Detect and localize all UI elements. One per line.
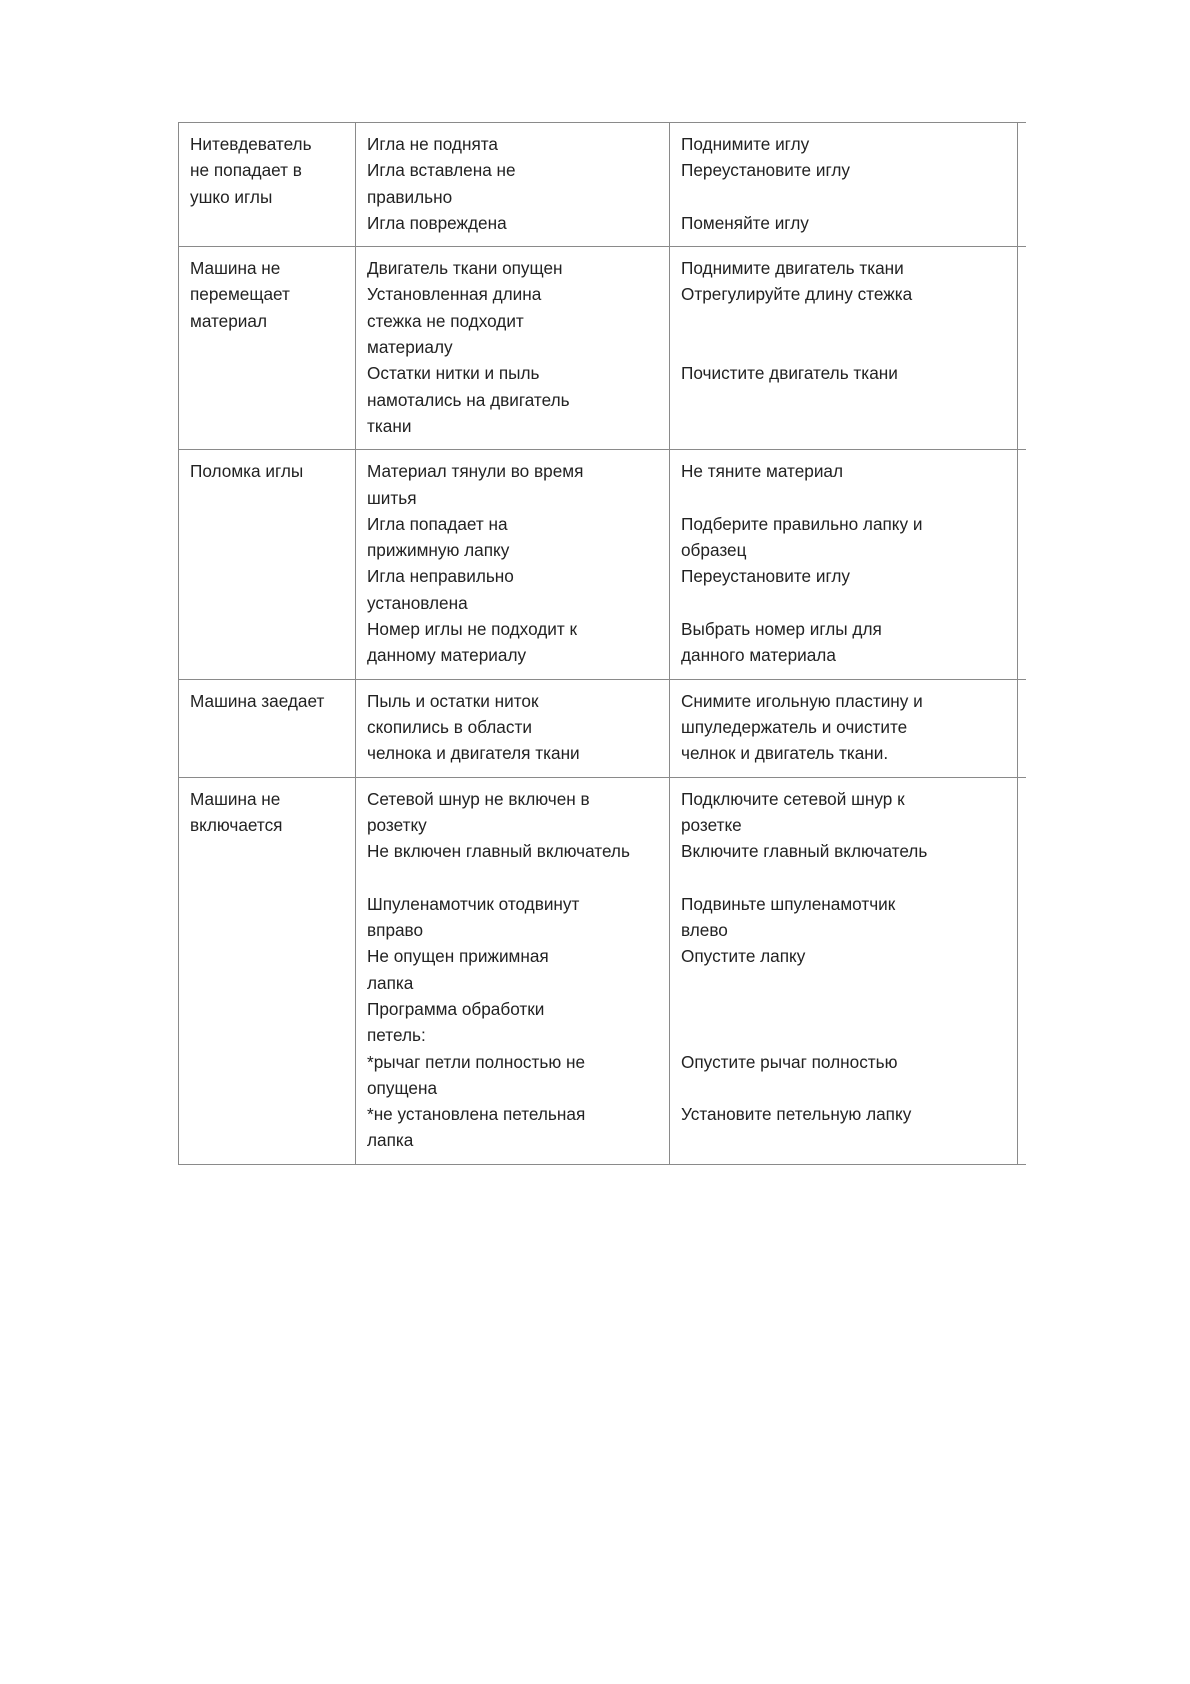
cause-cell-line: лапка bbox=[367, 1130, 414, 1151]
solution-cell-line: образец bbox=[681, 540, 747, 561]
problem-cell-line: Машина не bbox=[190, 788, 281, 809]
cause-cell-line: вправо bbox=[367, 920, 424, 941]
solution-cell-line bbox=[681, 1022, 1007, 1048]
solution-cell-line bbox=[681, 485, 1007, 511]
problem-cell-line: перемещает bbox=[190, 284, 290, 305]
solution-cell-line: Поднимите двигатель ткани bbox=[681, 258, 904, 279]
problem-cell bbox=[179, 123, 356, 247]
solution-cell-line: челнок и двигатель ткани. bbox=[681, 743, 889, 764]
cause-cell-line: петель: bbox=[367, 1025, 426, 1046]
cause-cell-line: скопились в области bbox=[367, 716, 532, 737]
cause-cell-line: установлена bbox=[367, 592, 468, 613]
cause-cell-line: Установленная длина bbox=[367, 284, 542, 305]
cause-cell-line: Не включен главный включатель bbox=[367, 841, 630, 862]
problem-cell-line: ушко иглы bbox=[190, 186, 273, 207]
cut-off-column-cell bbox=[1018, 679, 1027, 777]
solution-cell bbox=[670, 247, 1018, 450]
problem-cell-line: Машина не bbox=[190, 258, 281, 279]
solution-cell-line: Опустите лапку bbox=[681, 946, 806, 967]
solution-cell-line: Почистите двигатель ткани bbox=[681, 363, 898, 384]
solution-cell-line: влево bbox=[681, 920, 728, 941]
cause-cell-line: ткани bbox=[367, 415, 412, 436]
cause-cell-line: стежка не подходит bbox=[367, 310, 524, 331]
cause-cell-line: Программа обработки bbox=[367, 998, 545, 1019]
cause-cell-line: намотались на двигатель bbox=[367, 389, 570, 410]
problem-cell bbox=[179, 777, 356, 1164]
solution-cell-line: Выбрать номер иглы для bbox=[681, 619, 882, 640]
solution-cell-line bbox=[681, 590, 1007, 616]
solution-cell-line: Поднимите иглу bbox=[681, 134, 810, 154]
solution-cell-line bbox=[681, 996, 1007, 1022]
problem-cell bbox=[179, 679, 356, 777]
cause-cell bbox=[356, 450, 670, 679]
cause-cell-line: Не опущен прижимная bbox=[367, 946, 549, 967]
solution-cell-line: Опустите рычаг полностью bbox=[681, 1051, 898, 1072]
problem-cell-line: Поломка иглы bbox=[190, 461, 304, 482]
solution-cell bbox=[670, 123, 1018, 247]
cause-cell-line: *не установлена петельная bbox=[367, 1104, 586, 1125]
cause-cell-line: лапка bbox=[367, 972, 414, 993]
solution-cell-line bbox=[681, 334, 1007, 360]
table-row bbox=[179, 247, 1027, 450]
cause-cell-line: Игла не поднята bbox=[367, 134, 498, 154]
problem-cell-line: Машина заедает bbox=[190, 690, 325, 711]
cause-cell bbox=[356, 679, 670, 777]
cause-cell-line: опущена bbox=[367, 1077, 438, 1098]
table-row bbox=[179, 450, 1027, 679]
problem-cell-line: не попадает в bbox=[190, 160, 302, 181]
table-row bbox=[179, 123, 1027, 247]
cause-cell-line: челнока и двигателя ткани bbox=[367, 743, 580, 764]
solution-cell bbox=[670, 450, 1018, 679]
solution-cell-line bbox=[681, 970, 1007, 996]
table-body bbox=[179, 123, 1027, 1165]
solution-cell-line: шпуледержатель и очистите bbox=[681, 716, 908, 737]
solution-cell-line: Переустановите иглу bbox=[681, 566, 850, 587]
solution-cell-line: Подвиньте шпуленамотчик bbox=[681, 893, 896, 914]
cause-cell-line: прижимную лапку bbox=[367, 540, 510, 561]
table-row bbox=[179, 777, 1027, 1164]
problem-cell bbox=[179, 247, 356, 450]
troubleshooting-table-container bbox=[178, 122, 1026, 1165]
cut-off-column-cell bbox=[1018, 777, 1027, 1164]
solution-cell-line bbox=[681, 184, 1007, 210]
problem-cell-line: материал bbox=[190, 310, 267, 331]
problem-cell-line: включается bbox=[190, 814, 283, 835]
cause-cell-line: Номер иглы не подходит к bbox=[367, 619, 578, 640]
cut-off-column-cell bbox=[1018, 123, 1027, 247]
solution-cell bbox=[670, 679, 1018, 777]
cause-cell-line: розетку bbox=[367, 814, 427, 835]
cause-cell bbox=[356, 777, 670, 1164]
solution-cell-line: розетке bbox=[681, 814, 742, 835]
problem-cell-line: Нитевдеватель bbox=[190, 134, 312, 154]
cause-cell-line: Шпуленамотчик отодвинут bbox=[367, 893, 580, 914]
cause-cell-line: Остатки нитки и пыль bbox=[367, 363, 540, 384]
cause-cell-line: Игла вставлена не bbox=[367, 160, 516, 181]
solution-cell-line: Отрегулируйте длину стежка bbox=[681, 284, 913, 305]
cause-cell-line: Материал тянули во время bbox=[367, 461, 584, 482]
cause-cell-line: правильно bbox=[367, 186, 453, 207]
cause-cell bbox=[356, 247, 670, 450]
cause-cell-line: данному материалу bbox=[367, 645, 527, 666]
cause-cell-line: Сетевой шнур не включен в bbox=[367, 788, 590, 809]
solution-cell-line: Переустановите иглу bbox=[681, 160, 850, 181]
problem-cell bbox=[179, 450, 356, 679]
solution-cell-line bbox=[681, 864, 1007, 890]
solution-cell-line: Подберите правильно лапку и bbox=[681, 513, 923, 534]
troubleshooting-table bbox=[178, 122, 1026, 1165]
cause-cell-line: материалу bbox=[367, 337, 453, 358]
cut-off-column-cell bbox=[1018, 247, 1027, 450]
solution-cell-line bbox=[681, 308, 1007, 334]
solution-cell-line: Подключите сетевой шнур к bbox=[681, 788, 905, 809]
solution-cell-line: Снимите игольную пластину и bbox=[681, 690, 923, 711]
solution-cell-line: Поменяйте иглу bbox=[681, 212, 809, 233]
solution-cell-line: Установите петельную лапку bbox=[681, 1104, 912, 1125]
cause-cell-line bbox=[367, 864, 659, 890]
cause-cell bbox=[356, 123, 670, 247]
cause-cell-line: Игла попадает на bbox=[367, 513, 508, 534]
solution-cell-line: Не тяните материал bbox=[681, 461, 844, 482]
cut-off-column-cell bbox=[1018, 450, 1027, 679]
solution-cell bbox=[670, 777, 1018, 1164]
cause-cell-line: *рычаг петли полностью не bbox=[367, 1051, 586, 1072]
cause-cell-line: Пыль и остатки ниток bbox=[367, 690, 539, 711]
cause-cell-line: Игла повреждена bbox=[367, 212, 507, 233]
solution-cell-line: данного материала bbox=[681, 645, 836, 666]
solution-cell-line: Включите главный включатель bbox=[681, 841, 928, 862]
cause-cell-line: Двигатель ткани опущен bbox=[367, 258, 563, 279]
cause-cell-line: шитья bbox=[367, 487, 417, 508]
solution-cell-line bbox=[681, 1075, 1007, 1101]
table-row bbox=[179, 679, 1027, 777]
cause-cell-line: Игла неправильно bbox=[367, 566, 514, 587]
